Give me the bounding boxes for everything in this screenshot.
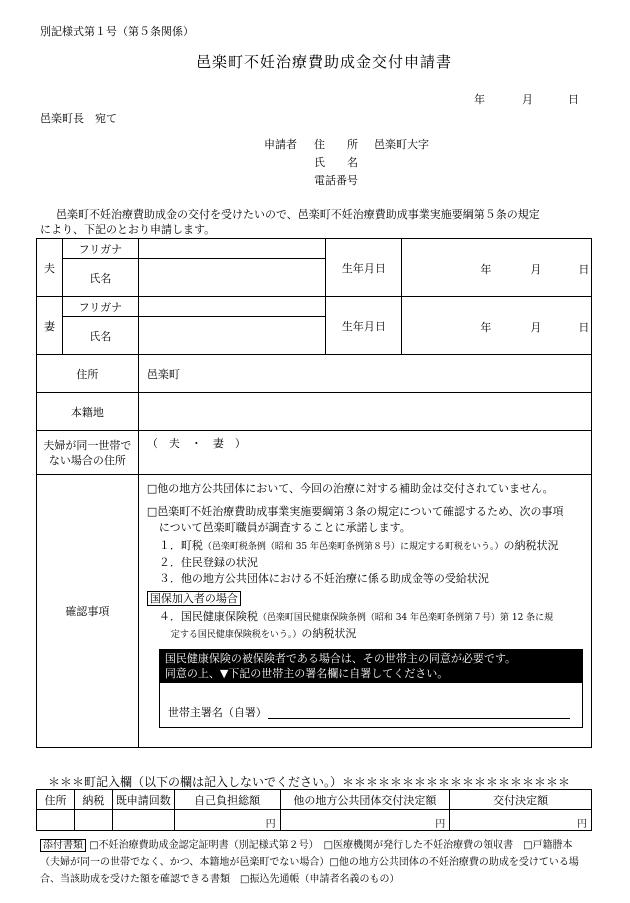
intro-line-1: 邑楽町不妊治療費助成金の交付を受けたいので、邑楽町不妊治療費助成事業実施要綱第５条の規定	[56, 208, 540, 221]
confirm-item-2-line-2: について邑楽町職員が調査することに承諾します。	[158, 521, 411, 534]
wife-birth-day: 日	[578, 320, 590, 334]
town-col-address: 住所	[37, 790, 75, 810]
husband-furigana-input[interactable]	[138, 239, 326, 259]
confirm-item-2-line-1[interactable]: □邑楽町不妊治療費助成事業実施要綱第３条の規定について確認するため、次の事項	[146, 505, 564, 518]
husband-furigana-label: フリガナ	[62, 239, 138, 259]
town-col-self-pay: 自己負担総額	[174, 790, 280, 810]
separate-address-label-line-2: ない場合の住所	[48, 453, 126, 467]
attachments-line-2: （夫婦が同一の世帯でなく、かつ、本籍地が邑楽町でない場合）□他の地方公共団体の不妊治療費の助成を受けている場	[40, 857, 579, 868]
confirm-sub-4-note-b: 定する国民健康保険税をいう。）	[170, 630, 302, 640]
town-col-other-grant: 他の地方公共団体交付決定額	[280, 790, 450, 810]
intro-line-2: により、下記のとおり申請します。	[40, 223, 216, 236]
signature-line[interactable]	[268, 718, 570, 719]
town-val-self-pay: 円	[174, 810, 280, 831]
confirm-sub-4-cont	[147, 626, 583, 643]
town-table	[36, 789, 592, 831]
confirm-sub-1-note: （邑楽町税条例（昭和 35 年邑楽町条例第８号）に規定する町税をいう。）	[202, 542, 504, 552]
husband-birth-year: 年	[480, 262, 492, 276]
confirm-sub-4-note-a: （邑楽町国民健康保険条例（昭和 34 年邑楽町条例第７号）第 12 条に規	[257, 613, 554, 623]
form-title: 邑楽町不妊治療費助成金交付申請書	[196, 53, 453, 71]
husband-name-input[interactable]	[138, 259, 326, 297]
town-val-count	[112, 810, 174, 831]
domicile-input[interactable]	[138, 393, 591, 431]
husband-label: 夫	[37, 239, 63, 297]
wife-furigana-label: フリガナ	[62, 297, 138, 317]
confirm-section	[138, 475, 591, 748]
husband-birth-label: 生年月日	[326, 239, 402, 297]
kokuho-heading: 国保加入者の場合	[147, 591, 241, 606]
application-table	[36, 238, 592, 748]
town-val-other-grant: 円	[280, 810, 450, 831]
confirm-sub-1-end: の納税状況	[503, 539, 559, 552]
form-number: 別記様式第１号（第５条関係）	[40, 25, 194, 38]
wife-birth-month: 月	[530, 320, 542, 334]
wife-birth-input[interactable]	[402, 297, 592, 355]
confirm-sub-4-main: ４．国民健康保険税	[158, 610, 258, 623]
kokuho-notice-banner	[159, 649, 583, 683]
town-val-address	[37, 810, 75, 831]
confirm-item-1[interactable]: □他の地方公共団体において、今回の治療に対する補助金は交付されていません。	[146, 482, 554, 495]
confirm-sub-1-main: １．町税	[158, 539, 203, 552]
town-col-count: 既申請回数	[112, 790, 174, 810]
confirm-sub-1	[147, 538, 583, 555]
wife-furigana-input[interactable]	[138, 297, 326, 317]
kokuho-notice-line-1: 国民健康保険の被保険者である場合は、その世帯主の同意が必要です。	[164, 652, 516, 665]
husband-birth-month: 月	[530, 262, 542, 276]
kokuho-notice-line-2: 同意の上、▼下記の世帯主の署名欄に自署してください。	[164, 667, 449, 680]
husband-name-label: 氏名	[62, 259, 138, 297]
town-section-heading: ＊＊＊町記入欄（以下の欄は記入しないでください。）＊＊＊＊＊＊＊＊＊＊＊＊＊＊＊＊＊＊＊	[48, 775, 571, 789]
confirm-sub-3: ３．他の地方公共団体における不妊治療に係る助成金等の受給状況	[158, 572, 489, 585]
applicant-address-value[interactable]: 邑楽町大字	[374, 138, 429, 151]
domicile-label: 本籍地	[37, 393, 139, 431]
town-val-decision: 円	[450, 810, 592, 831]
address-label: 住所	[37, 355, 139, 393]
separate-address-label	[37, 431, 139, 475]
wife-name-label: 氏名	[62, 317, 138, 355]
applicant-name-label: 氏 名	[314, 156, 358, 169]
separate-address-choice[interactable]: （ 夫 ・ 妻 ）	[146, 437, 246, 450]
confirm-sub-4	[147, 609, 583, 626]
date-day-label: 日	[568, 93, 579, 106]
addressee: 邑楽町長 宛て	[40, 112, 117, 125]
town-col-tax: 納税	[74, 790, 112, 810]
wife-label: 妻	[37, 297, 63, 355]
date-month-label: 月	[522, 93, 533, 106]
address-input[interactable]: 邑楽町	[138, 355, 591, 393]
separate-address-input[interactable]	[138, 431, 591, 475]
wife-birth-label: 生年月日	[326, 297, 402, 355]
confirm-sub-4-end: の納税状況	[301, 627, 357, 640]
applicant-phone-label: 電話番号	[314, 174, 358, 187]
husband-birth-day: 日	[578, 262, 590, 276]
town-col-decision: 交付決定額	[450, 790, 592, 810]
separate-address-label-line-1: 夫婦が同一世帯で	[43, 438, 132, 452]
applicant-address-label: 住 所	[314, 138, 358, 151]
kokuho-notice	[159, 649, 583, 728]
attachments-line-3: 合、当該助成を受けた額を確認できる書類 □振込先通帳（申請者名義のもの）	[40, 874, 400, 885]
husband-birth-input[interactable]	[402, 239, 592, 297]
wife-name-input[interactable]	[138, 317, 326, 355]
town-val-tax	[74, 810, 112, 831]
signature-box	[159, 683, 583, 728]
wife-birth-year: 年	[480, 320, 492, 334]
confirm-sub-2: ２．住民登録の状況	[158, 556, 258, 569]
attachments-label: 添付書類	[40, 839, 86, 852]
applicant-label: 申請者	[264, 138, 297, 151]
confirm-label: 確認事項	[37, 475, 139, 748]
signature-label: 世帯主署名（自署）	[167, 706, 267, 719]
attachments-line-1	[40, 836, 573, 851]
attachments-items-1: □不妊治療費助成金認定証明書（別記様式第２号） □医療機関が発行した不妊治療費の領収書 □戸籍謄本	[89, 840, 573, 851]
date-year-label: 年	[474, 93, 485, 106]
